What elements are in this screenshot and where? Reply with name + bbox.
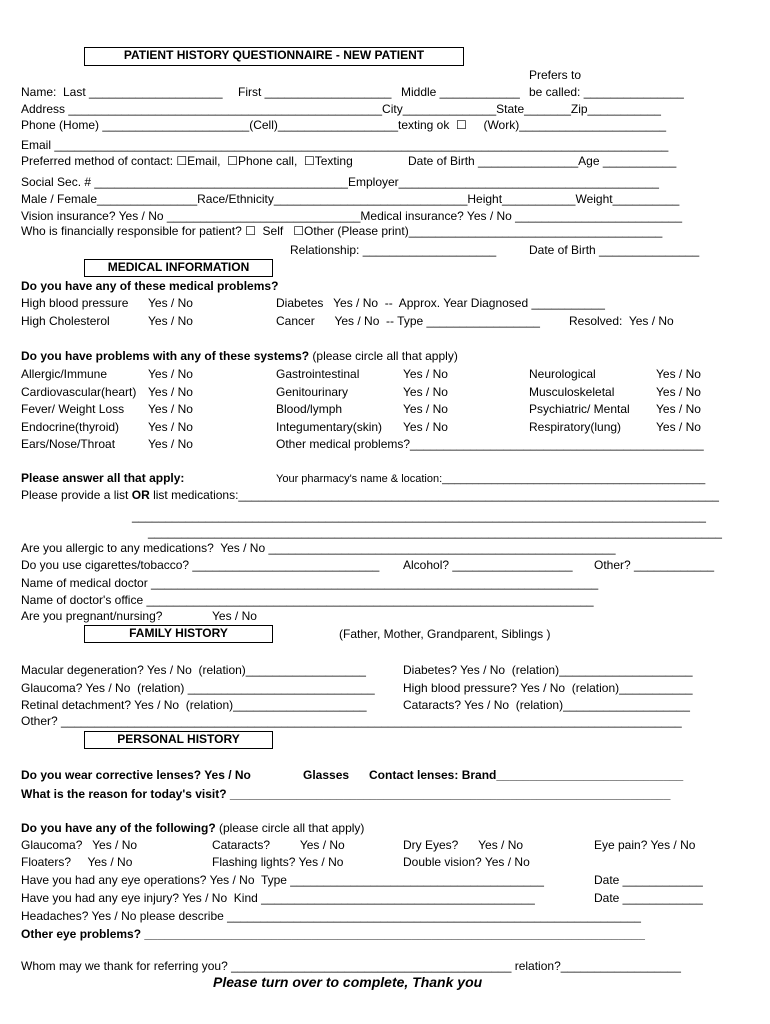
insurance-field[interactable]: Vision insurance? Yes / No _____________________________Medical insurance? Yes / No _________________________ xyxy=(21,209,683,223)
pharmacy-field[interactable]: Your pharmacy's name & location:___________________________________________ xyxy=(276,473,706,485)
system-yes-no[interactable]: Yes / No xyxy=(656,367,701,381)
medications-or: OR xyxy=(131,488,150,502)
system-yes-no[interactable]: Yes / No xyxy=(656,385,701,399)
medications-suffix: list medications:________________________________________________________________________ xyxy=(149,488,719,502)
name-last-field[interactable]: Name: Last ____________________ xyxy=(21,85,223,99)
medications-line-2[interactable]: ______________________________________________________________________________________ xyxy=(132,509,706,523)
eye-conditions-question xyxy=(21,821,364,835)
email-field[interactable]: Email ____________________________________________________________________________________________ xyxy=(21,138,669,152)
doctor-office-field[interactable]: Name of doctor's office ___________________________________________________________________ xyxy=(21,593,594,607)
contacts-brand-field[interactable]: Contact lenses: Brand____________________________ xyxy=(369,768,684,782)
macular-field[interactable]: Macular degeneration? Yes / No (relation)__________________ xyxy=(21,663,366,677)
medical-info-header: MEDICAL INFORMATION xyxy=(84,259,273,277)
family-note: (Father, Mother, Grandparent, Siblings ) xyxy=(339,627,551,641)
system-label: Fever/ Weight Loss xyxy=(21,402,125,416)
cholesterol-label: High Cholesterol xyxy=(21,314,110,328)
system-label: Endocrine(thyroid) xyxy=(21,420,120,434)
family-hbp-field[interactable]: High blood pressure? Yes / No (relation)___________ xyxy=(403,681,693,695)
eye-injury-date[interactable]: Date ____________ xyxy=(594,891,703,905)
alcohol-field[interactable]: Alcohol? __________________ xyxy=(403,558,573,572)
prefers-label-2: be called: _______________ xyxy=(529,85,684,99)
eye-conditions-question-note: (please circle all that apply) xyxy=(215,821,365,835)
medications-field[interactable] xyxy=(21,488,719,502)
system-yes-no[interactable]: Yes / No xyxy=(403,367,448,381)
system-label: Neurological xyxy=(529,367,596,381)
eye-conditions-question-bold: Do you have any of the following? xyxy=(21,821,216,835)
glaucoma-yes-no[interactable]: Glaucoma? Yes / No xyxy=(21,838,138,852)
cholesterol-yes-no[interactable]: Yes / No xyxy=(148,314,193,328)
name-first-field[interactable]: First ___________________ xyxy=(238,85,392,99)
eye-operations-field[interactable]: Have you had any eye operations? Yes / No Type ______________________________________ xyxy=(21,873,544,887)
cataracts-yes-no[interactable]: Cataracts? Yes / No xyxy=(212,838,345,852)
floaters-yes-no[interactable]: Floaters? Yes / No xyxy=(21,855,133,869)
dob-age-field[interactable]: Date of Birth _______________Age ___________ xyxy=(408,154,677,168)
other-medical-field[interactable]: Other medical problems?____________________________________________ xyxy=(276,437,704,451)
name-middle-field[interactable]: Middle ____________ xyxy=(401,85,520,99)
other-eye-problems-field[interactable]: Other eye problems? ___________________________________________________________________________ xyxy=(21,927,645,941)
financial-responsibility[interactable]: Who is financially responsible for patient? ☐ Self ☐Other (Please print)______________________________________ xyxy=(21,224,663,238)
apply-label: Please answer all that apply: xyxy=(21,471,185,485)
family-other-field[interactable]: Other? _____________________________________________________________________________________________ xyxy=(21,714,682,728)
systems-question-bold: Do you have problems with any of these systems? xyxy=(21,349,310,363)
headaches-field[interactable]: Headaches? Yes / No please describe ______________________________________________________________ xyxy=(21,909,641,923)
medical-problems-question: Do you have any of these medical problems? xyxy=(21,279,279,293)
pregnant-label: Are you pregnant/nursing? xyxy=(21,609,163,623)
double-vision-yes-no[interactable]: Double vision? Yes / No xyxy=(403,855,530,869)
cancer-resolved[interactable]: Resolved: Yes / No xyxy=(569,314,674,328)
system-label: Ears/Nose/Throat xyxy=(21,437,116,451)
flashing-yes-no[interactable]: Flashing lights? Yes / No xyxy=(212,855,344,869)
system-yes-no[interactable]: Yes / No xyxy=(403,420,448,434)
system-yes-no[interactable]: Yes / No xyxy=(656,402,701,416)
cancer-row[interactable]: Cancer Yes / No -- Type _________________ xyxy=(276,314,540,328)
diabetes-row[interactable]: Diabetes Yes / No -- Approx. Year Diagnosed ___________ xyxy=(276,296,605,310)
glasses-option[interactable]: Glasses xyxy=(303,768,350,782)
hbp-label: High blood pressure xyxy=(21,296,129,310)
phone-field[interactable]: Phone (Home) ______________________(Cell)__________________texting ok ☐ (Work)______________________ xyxy=(21,118,667,132)
system-yes-no[interactable]: Yes / No xyxy=(148,402,193,416)
prefers-label-1: Prefers to xyxy=(529,68,582,82)
eye-injury-field[interactable]: Have you had any eye injury? Yes / No Kind _________________________________________ xyxy=(21,891,535,905)
demographics-field[interactable]: Male / Female_______________Race/Ethnicity_____________________________Height___________Weight__________ xyxy=(21,192,680,206)
system-yes-no[interactable]: Yes / No xyxy=(403,402,448,416)
tobacco-field[interactable]: Do you use cigarettes/tobacco? ____________________________ xyxy=(21,558,380,572)
medical-doctor-field[interactable]: Name of medical doctor ___________________________________________________________________ xyxy=(21,576,599,590)
medications-line-3[interactable]: ______________________________________________________________________________________ xyxy=(148,525,722,539)
pregnant-yes-no[interactable]: Yes / No xyxy=(212,609,257,623)
systems-question xyxy=(21,349,458,363)
systems-question-note: (please circle all that apply) xyxy=(309,349,458,363)
referral-field[interactable]: Whom may we thank for referring you? __________________________________________ relation?__________________ xyxy=(21,959,681,973)
personal-history-header: PERSONAL HISTORY xyxy=(84,731,273,749)
family-glaucoma-field[interactable]: Glaucoma? Yes / No (relation) ____________________________ xyxy=(21,681,375,695)
visit-reason-field[interactable]: What is the reason for today's visit? __________________________________________________________________ xyxy=(21,787,671,801)
system-yes-no[interactable]: Yes / No xyxy=(403,385,448,399)
allergies-field[interactable]: Are you allergic to any medications? Yes / No ____________________________________________________ xyxy=(21,541,616,555)
system-label: Gastrointestinal xyxy=(276,367,360,381)
eye-operations-date[interactable]: Date ____________ xyxy=(594,873,703,887)
dry-eyes-yes-no[interactable]: Dry Eyes? Yes / No xyxy=(403,838,524,852)
system-yes-no[interactable]: Yes / No xyxy=(148,367,193,381)
page-title: PATIENT HISTORY QUESTIONNAIRE - NEW PATIENT xyxy=(84,47,464,66)
system-label: Allergic/Immune xyxy=(21,367,108,381)
other-substance-field[interactable]: Other? ____________ xyxy=(594,558,715,572)
system-yes-no[interactable]: Yes / No xyxy=(656,420,701,434)
contact-method[interactable]: Preferred method of contact: ☐Email, ☐Phone call, ☐Texting xyxy=(21,154,353,168)
medications-prefix: Please provide a list xyxy=(21,488,132,502)
family-history-header: FAMILY HISTORY xyxy=(84,625,273,643)
family-diabetes-field[interactable]: Diabetes? Yes / No (relation)____________________ xyxy=(403,663,693,677)
relationship-dob-field[interactable]: Date of Birth _______________ xyxy=(529,243,700,257)
system-label: Integumentary(skin) xyxy=(276,420,383,434)
system-yes-no[interactable]: Yes / No xyxy=(148,385,193,399)
address-field[interactable]: Address _______________________________________________City______________State_______Zip___________ xyxy=(21,102,661,116)
family-cataracts-field[interactable]: Cataracts? Yes / No (relation)___________________ xyxy=(403,698,690,712)
system-label: Cardiovascular(heart) xyxy=(21,385,137,399)
system-label: Genitourinary xyxy=(276,385,349,399)
system-yes-no[interactable]: Yes / No xyxy=(148,437,193,451)
system-label: Psychiatric/ Mental xyxy=(529,402,630,416)
system-yes-no[interactable]: Yes / No xyxy=(148,420,193,434)
system-label: Respiratory(lung) xyxy=(529,420,622,434)
ssn-employer-field[interactable]: Social Sec. # ______________________________________Employer_______________________________________ xyxy=(21,175,659,189)
retinal-field[interactable]: Retinal detachment? Yes / No (relation)____________________ xyxy=(21,698,367,712)
lenses-question[interactable]: Do you wear corrective lenses? Yes / No xyxy=(21,768,251,782)
hbp-yes-no[interactable]: Yes / No xyxy=(148,296,193,310)
eye-pain-yes-no[interactable]: Eye pain? Yes / No xyxy=(594,838,696,852)
system-label: Blood/lymph xyxy=(276,402,343,416)
system-label: Musculoskeletal xyxy=(529,385,615,399)
relationship-field[interactable]: Relationship: ____________________ xyxy=(290,243,497,257)
footer-note: Please turn over to complete, Thank you xyxy=(213,974,483,990)
